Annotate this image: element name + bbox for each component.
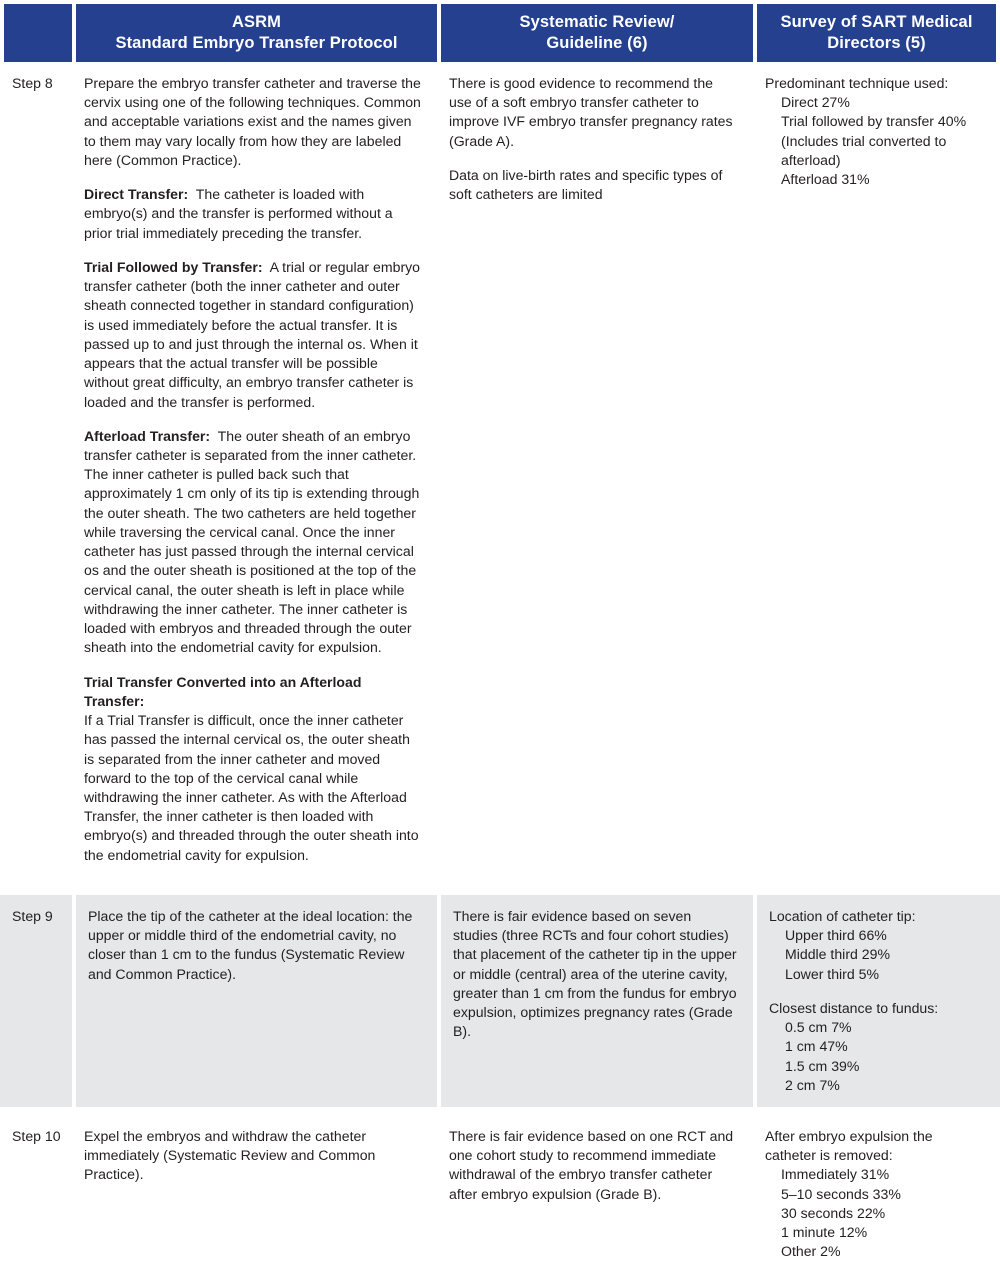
survey-block-title: Closest distance to fundus:: [769, 999, 939, 1016]
review-paragraph: [449, 166, 739, 204]
review-paragraph-text: Data on live-birth rates and specific types of soft catheters are limited: [449, 166, 723, 203]
survey-list-item: Lower third 5%: [785, 965, 880, 982]
row-review-cell: [437, 895, 753, 1107]
survey-item-list: [765, 1165, 986, 1261]
survey-item-list: [765, 93, 986, 189]
table-row: [0, 895, 1000, 1107]
survey-list-item: Immediately 31%: [781, 1166, 890, 1183]
table-row: [0, 62, 1000, 877]
column-header-step: [4, 4, 72, 62]
row-step-label-cell: [0, 895, 72, 1107]
review-paragraph-text: There is fair evidence based on seven studies (three RCTs and four cohort studies) that placement of the catheter tip in the upper or middle (central) area of the uterine cavity, greater than 1 cm from the fundus for embryo expulsion, optimizes pregnancy rates (Grade B).: [453, 907, 737, 1040]
survey-list-item: Direct 27%: [781, 94, 850, 111]
survey-list-item: 2 cm 7%: [785, 1076, 840, 1093]
asrm-paragraph: [84, 1127, 423, 1185]
survey-block-title: Predominant technique used:: [765, 75, 949, 91]
survey-block-title: After embryo expulsion the catheter is removed:: [765, 1128, 933, 1164]
review-paragraph-text: There is good evidence to recommend the use of a soft embryo transfer catheter to improve IVF embryo transfer pregnancy rates (Grade A).: [449, 75, 733, 149]
row-survey-cell: [753, 62, 1000, 877]
row-review-cell: [437, 62, 753, 877]
survey-list-item: 1 minute 12%: [781, 1224, 868, 1241]
step-label: Step 8: [12, 75, 53, 91]
survey-item-list: [769, 1018, 986, 1095]
survey-list-item: Afterload 31%: [781, 171, 870, 188]
row-survey-cell: [753, 895, 1000, 1107]
survey-list-item: 0.5 cm 7%: [785, 1019, 852, 1036]
column-header-asrm-line2: Standard Embryo Transfer Protocol: [115, 34, 398, 52]
asrm-paragraph-text: Place the tip of the catheter at the ideal location: the upper or middle third of the endometrial cavity, no closer than 1 cm to the fundus (Systematic Review and Common Practice).: [88, 907, 413, 982]
table-body: [0, 62, 1000, 1274]
asrm-paragraph: [84, 427, 423, 658]
asrm-paragraph-text: The outer sheath of an embryo transfer catheter is separated from the inner catheter. The inner catheter is pulled back such that approximately 1 cm only of its tip is extending through the outer sheath. The two catheters are held together while traversing the cervical canal. Once the inner catheter has just passed through the internal cervical os and the outer sheath is positioned at the top of the cervical canal, the outer sheath is left in place while withdrawing the inner catheter. The inner catheter is loaded with embryos and threaded through the outer sheath into the endometrial cavity for expulsion.: [84, 427, 420, 656]
review-paragraph-text: There is fair evidence based on one RCT and one cohort study to recommend immediate withdrawal of the embryo transfer catheter after embryo expulsion (Grade B).: [449, 1128, 734, 1202]
row-asrm-cell: [72, 895, 437, 1107]
row-survey-cell: [753, 1115, 1000, 1274]
row-step-label-cell: [0, 1115, 72, 1274]
survey-list-item: 1.5 cm 39%: [785, 1057, 860, 1074]
asrm-paragraph: [84, 185, 423, 243]
asrm-paragraph-lead: Trial Followed by Transfer:: [84, 258, 263, 275]
column-header-survey-line1: Survey of SART Medical: [780, 12, 973, 31]
table-row: [0, 1115, 1000, 1274]
column-header-review-line1: Systematic Review/: [519, 12, 675, 31]
asrm-paragraph: [84, 258, 423, 412]
survey-list-item: 1 cm 47%: [785, 1038, 848, 1055]
column-header-survey-line2: Directors (5): [827, 34, 926, 52]
review-paragraph: [449, 74, 739, 151]
column-header-review-line2: Guideline (6): [546, 34, 648, 52]
review-paragraph: [453, 907, 739, 1042]
survey-block-title: Location of catheter tip:: [769, 907, 916, 924]
column-header-systematic-review: [441, 4, 753, 62]
asrm-paragraph-lead: Trial Transfer Converted into an Afterload Transfer:: [84, 673, 362, 709]
row-gap: [0, 877, 1000, 895]
column-header-sart-survey: [757, 4, 996, 62]
asrm-paragraph: [88, 907, 423, 984]
survey-list-item: Other 2%: [781, 1243, 841, 1260]
row-asrm-cell: [72, 62, 437, 877]
survey-list-item: Trial followed by transfer 40% (Includes trial converted to afterload): [781, 113, 967, 168]
asrm-paragraph-lead: Direct Transfer:: [84, 186, 189, 203]
asrm-paragraph-lead: Afterload Transfer:: [84, 427, 211, 444]
survey-item-list: [769, 926, 986, 984]
row-step-label-cell: [0, 62, 72, 877]
step-label: Step 9: [12, 907, 53, 924]
column-header-asrm: [76, 4, 437, 62]
asrm-paragraph-text: Expel the embryos and withdraw the catheter immediately (Systematic Review and Common Practice).: [84, 1128, 376, 1183]
column-header-asrm-line1: ASRM: [232, 12, 281, 31]
asrm-paragraph-text: A trial or regular embryo transfer catheter (both the inner catheter and outer sheath connected together in standard configuration) is used immediately before the actual transfer. It is passed up to and just through the internal os. When it appears that the actual transfer will be possible without great difficulty, an embryo transfer catheter is loaded and the transfer is performed.: [84, 258, 421, 410]
asrm-paragraph-text: If a Trial Transfer is difficult, once the inner catheter has passed the internal cervical os, the outer sheath is separated from the inner catheter and moved forward to the top of the cervical canal while withdrawing the inner catheter. As with the Afterload Transfer, the inner catheter is then loaded with embryo(s) and threaded through the outer sheath into the endometrial cavity for expulsion.: [84, 712, 419, 863]
survey-list-item: 30 seconds 22%: [781, 1204, 886, 1221]
asrm-paragraph: [84, 673, 423, 865]
row-gap: [0, 1107, 1000, 1115]
step-label: Step 10: [12, 1128, 61, 1145]
asrm-paragraph-text: Prepare the embryo transfer catheter and traverse the cervix using one of the following techniques. Common and acceptable variations exist and the names given to them may vary locally from how they are labeled here (Common Practice).: [84, 75, 421, 168]
row-asrm-cell: [72, 1115, 437, 1274]
row-review-cell: [437, 1115, 753, 1274]
review-paragraph: [449, 1127, 739, 1204]
table-header-row: [0, 0, 1000, 62]
survey-list-item: Middle third 29%: [785, 946, 890, 963]
asrm-paragraph-text: The catheter is loaded with embryo(s) and the transfer is performed without a prior trial immediately preceding the transfer.: [84, 186, 393, 241]
survey-list-item: 5–10 seconds 33%: [781, 1185, 901, 1202]
survey-list-item: Upper third 66%: [785, 927, 887, 944]
asrm-paragraph: [84, 74, 423, 170]
